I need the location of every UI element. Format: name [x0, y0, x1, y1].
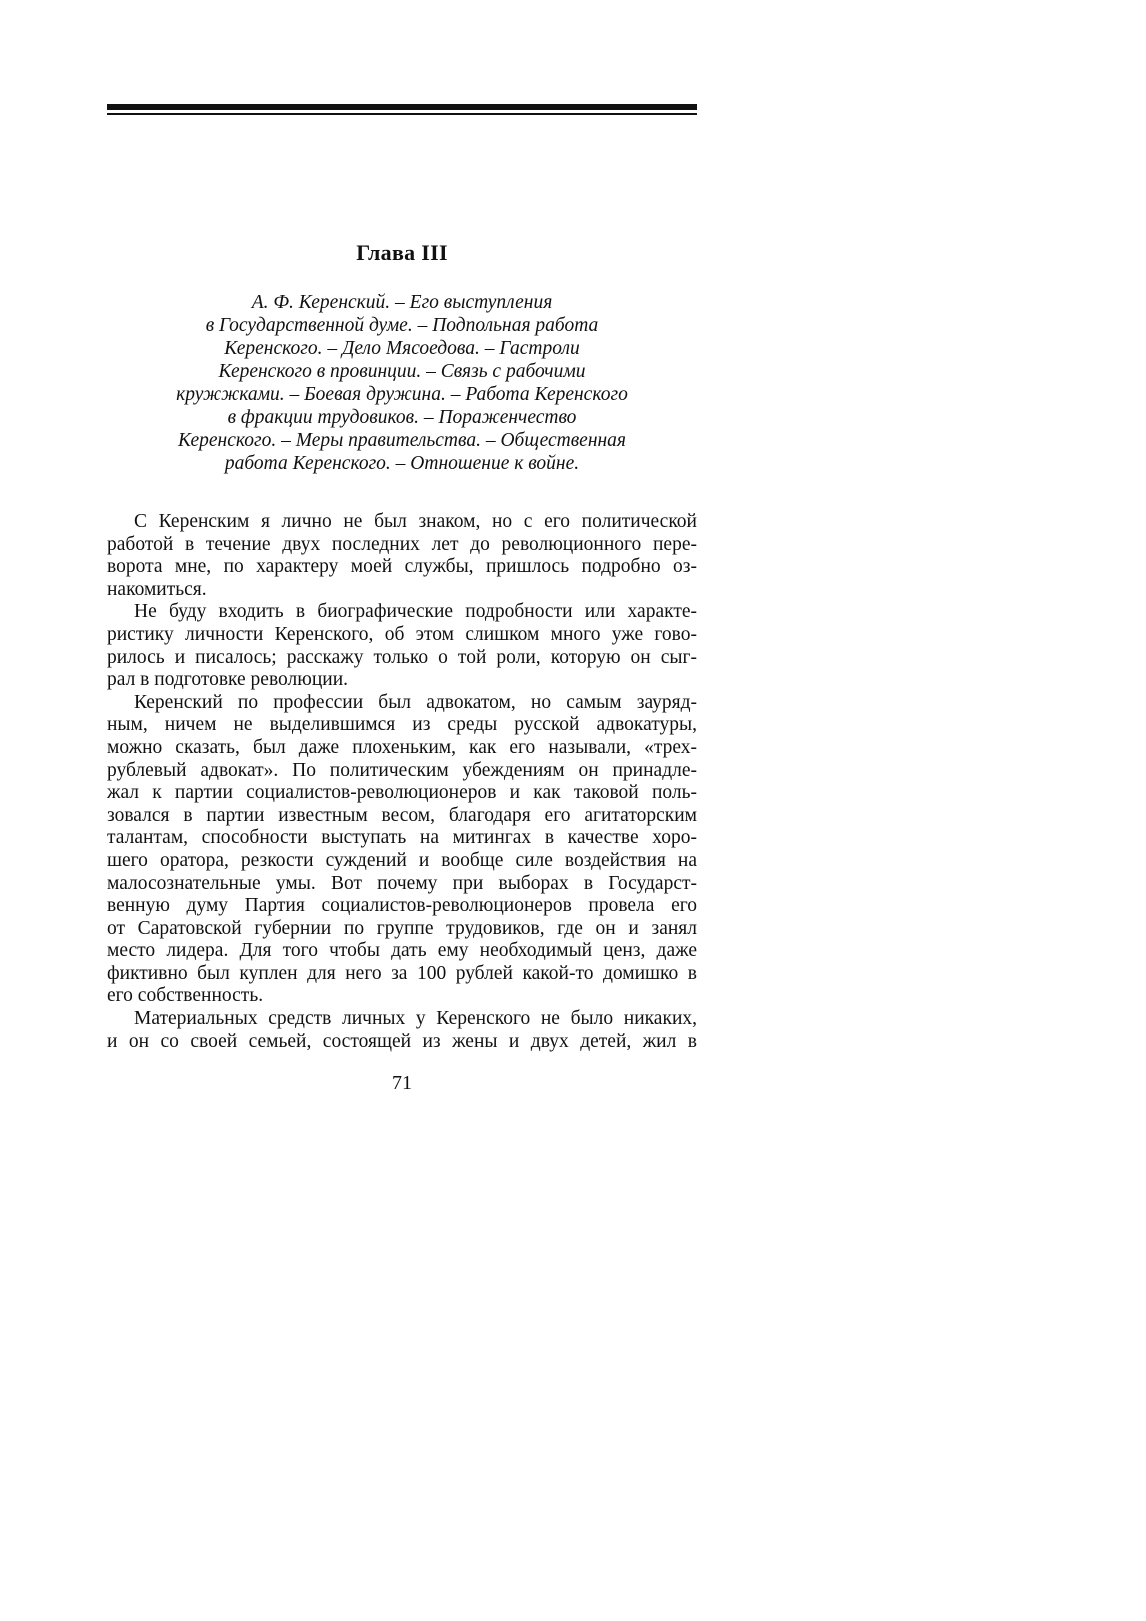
text-line: С Керенским я лично не был знаком, но с его политической [134, 511, 697, 532]
text-line: ворота мне, по характеру моей службы, пришлось подробно оз- [107, 556, 697, 578]
header-rule-thick [107, 104, 697, 110]
text-line: малосознательные умы. Вот почему при выборах в Государст- [107, 872, 697, 894]
text-line: ным, ничем не выделившимся из среды русской адвокатуры, [107, 714, 697, 736]
paragraph [107, 511, 697, 601]
text-line: накомиться. [107, 578, 207, 600]
text-line: и он со своей семьей, состоящей из жены и двух детей, жил в [107, 1030, 697, 1052]
header-rule-thin [107, 113, 697, 115]
text-line: Материальных средств личных у Керенского не было никаких, [134, 1008, 697, 1030]
text-line: можно сказать, был даже плохеньким, как его называли, «трех- [107, 736, 697, 758]
summary-line: кружжками. – Боевая дружина. – Работа Керенского [176, 384, 628, 405]
text-line: венную думу Партия социалистов-революционеров провела его [107, 895, 697, 917]
summary-line: в фракции трудовиков. – Пораженчество [227, 407, 577, 428]
text-line: Не буду входить в биографические подробности или характе- [134, 601, 697, 623]
paragraph [107, 601, 697, 691]
text-line: жал к партии социалистов-революционеров и как таковой поль- [107, 782, 697, 804]
text-line: работой в течение двух последних лет до революционного пере- [107, 533, 697, 555]
text-line: его собственность. [107, 985, 264, 1007]
text-line: рал в подготовке революции. [107, 669, 349, 691]
text-line: рилось и писалось; расскажу только о той роли, которую он сыг- [107, 646, 697, 668]
summary-line: в Государственной думе. – Подпольная работа [205, 315, 599, 336]
text-line: фиктивно был куплен для него за 100 рублей какой-то домишко в [107, 962, 697, 984]
summary-line: Керенского. – Дело Мясоедова. – Гастроли [224, 338, 580, 359]
text-line: Керенский по профессии был адвокатом, но самым зауряд- [134, 691, 697, 713]
body-text [107, 511, 697, 1053]
text-line: рублевый адвокат». По политическим убеждениям он принадле- [107, 759, 697, 781]
chapter-title: Глава III [356, 240, 448, 265]
page-number: 71 [392, 1072, 412, 1094]
summary-line: Керенского. – Меры правительства. – Общественная [178, 430, 626, 451]
text-line: от Саратовской губернии по группе трудовиков, где он и занял [107, 917, 697, 939]
text-line: талантам, способности выступать на митингах в качестве хоро- [107, 827, 697, 849]
text-line: ристику личности Керенского, об этом слишком много уже гово- [107, 623, 697, 645]
summary-line: А. Ф. Керенский. – Его выступления [251, 292, 553, 313]
summary-line: Керенского в провинции. – Связь с рабочими [218, 361, 586, 382]
text-line: место лидера. Для того чтобы дать ему необходимый ценз, даже [107, 940, 697, 962]
summary-line: работа Керенского. – Отношение к войне. [224, 453, 580, 474]
text-line: зовался в партии известным весом, благодаря его агитаторским [107, 804, 697, 826]
text-line: шего оратора, резкости суждений и вообще силе воздействия на [107, 849, 697, 871]
paragraph [107, 692, 697, 1008]
paragraph [107, 1008, 697, 1053]
chapter-summary [107, 291, 697, 475]
